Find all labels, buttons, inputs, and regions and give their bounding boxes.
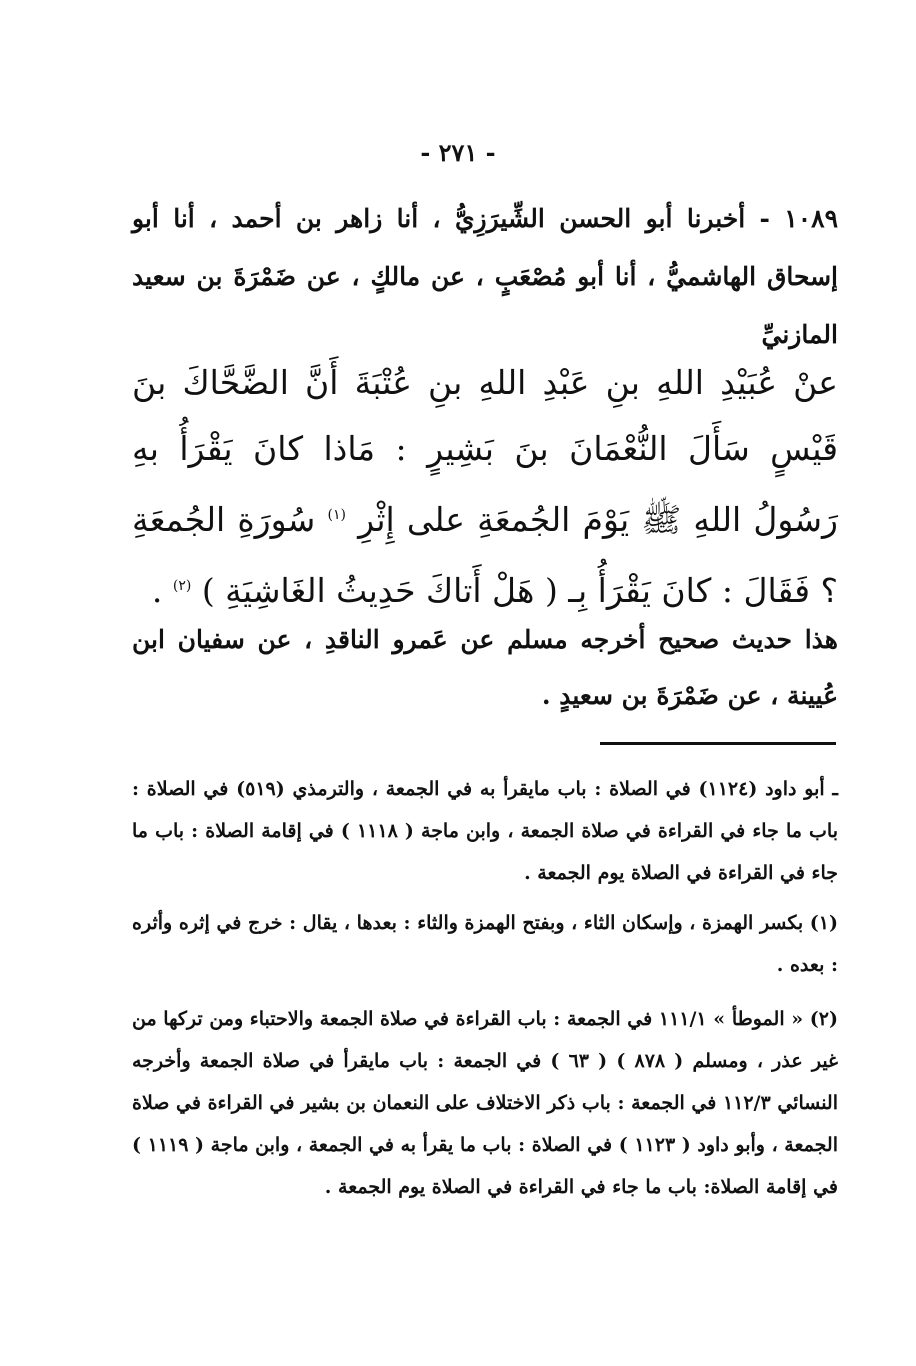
hadith-matn — [132, 350, 838, 624]
footnote-continuation: ـ أبو داود (١١٢٤) في الصلاة : باب مايقرأ به في الجمعة ، والترمذي (٥١٩) في الصلاة : باب ما جاء في القراءة في صلاة الجمعة ، وابن ماجة ( ١١١٨ ) في إقامة الصلاة : باب ما جاء في القراءة في الصلاة يوم الجمعة . — [132, 778, 838, 884]
footnote-1: (١) بكسر الهمزة ، وإسكان الثاء ، وبفتح الهمزة والثاء : بعدها ، يقال : خرج في إثره وأثره : بعده . — [132, 912, 838, 976]
matn-text-middle: سُورَةِ الجُمعَةِ ؟ فَقَالَ : كانَ يَقْرَأُ بِـ ( هَلْ أَتاكَ حَدِيثُ الغَاشِيَةِ ) — [132, 500, 838, 610]
hadith-isnad: ١٠٨٩ - أخبرنا أبو الحسن الشِّيرَزِيُّ ، أنا زاهر بن أحمد ، أنا أبو إسحاق الهاشميُّ ، أنا أبو مُصْعَبٍ ، عن مالكٍ ، عن ضَمْرَةَ بن سعيد المازنيِّ — [132, 204, 838, 349]
footnote-marker-1: (١) — [327, 507, 346, 523]
hadith-commentary: هذا حديث صحيح أخرجه مسلم عن عَمرو الناقدِ ، عن سفيان ابن عُيينة ، عن ضَمْرَةَ بن سعيدٍ . — [132, 625, 838, 710]
page-number: - ٢٧١ - — [420, 138, 496, 167]
footnote-2: (٢) « الموطأ » ١١١/١ في الجمعة : باب القراءة في صلاة الجمعة والاحتباء ومن تركها من غير عذر ، ومسلم ( ٨٧٨ ) ( ٦٣ ) في الجمعة : باب مايقرأ في صلاة الجمعة وأخرجه النسائي ١١٢/٣ في الجمعة : باب ذكر الاختلاف على النعمان بن بشير في القراءة في صلاة الجمعة ، وأبو داود ( ١١٢٣ ) في الصلاة : باب ما يقرأ به في الجمعة ، وابن ماجة ( ١١١٩ ) في إقامة الصلاة: باب ما جاء في القراءة في الصلاة يوم الجمعة . — [132, 1008, 838, 1198]
matn-text-before: عنْ عُبَيْدِ اللهِ بنِ عَبْدِ اللهِ بنِ عُتْبَةَ أَنَّ الضَّحَّاكَ بنَ قَيْسٍ سَأَلَ النُّعْمَانَ بنَ بَشِيرٍ : مَاذا كانَ يَقْرَأُ بهِ رَسُولُ اللهِ ﷺ يَوْمَ الجُمعَةِ على إِثْرِ — [132, 363, 838, 539]
footnote-divider — [600, 742, 836, 745]
footnote-marker-2: (٢) — [172, 578, 192, 594]
matn-text-end: . — [151, 571, 163, 610]
